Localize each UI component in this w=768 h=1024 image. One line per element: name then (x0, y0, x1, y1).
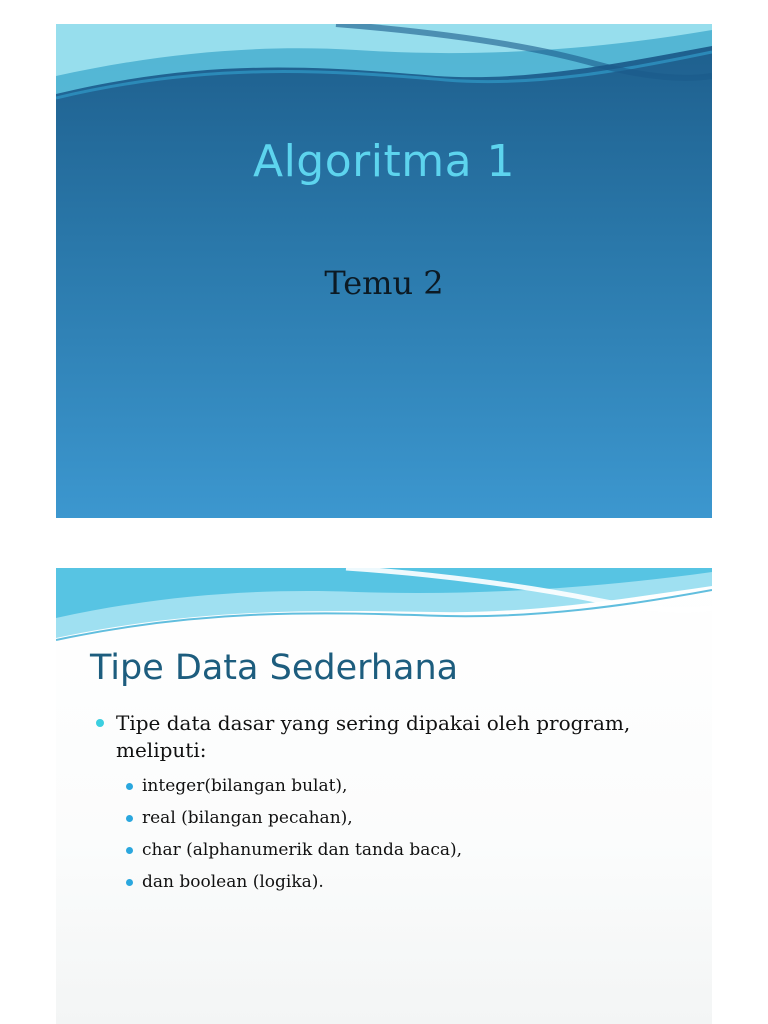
sub-bullet-item (126, 770, 696, 802)
sub-bullet-text: real (bilangan pecahan), (142, 808, 353, 828)
bullet-list (96, 710, 696, 898)
slide-title: Tipe Data Sederhana (90, 648, 459, 688)
slide-subtitle: Temu 2 (324, 264, 444, 302)
bullet-text-line2: meliputi: (116, 738, 207, 762)
slide-title: Algoritma 1 (252, 136, 516, 187)
bullet-item (96, 710, 696, 898)
sub-bullet-list (126, 770, 696, 898)
sub-bullet-item (126, 802, 696, 834)
bullet-text-line1: Tipe data dasar yang sering dipakai oleh program, (116, 711, 631, 735)
wave-decoration (56, 568, 712, 646)
sub-bullet-item (126, 834, 696, 866)
slide-1 (56, 24, 712, 518)
bullet-dot-icon (126, 879, 133, 886)
sub-bullet-text: dan boolean (logika). (142, 872, 324, 892)
bullet-dot-icon (96, 719, 104, 727)
bullet-dot-icon (126, 815, 133, 822)
wave-decoration (56, 24, 712, 134)
sub-bullet-text: integer(bilangan bulat), (142, 776, 348, 796)
bullet-dot-icon (126, 783, 133, 790)
bullet-dot-icon (126, 847, 133, 854)
sub-bullet-text: char (alphanumerik dan tanda baca), (142, 840, 463, 860)
slide-2 (56, 568, 712, 1024)
sub-bullet-item (126, 866, 696, 898)
